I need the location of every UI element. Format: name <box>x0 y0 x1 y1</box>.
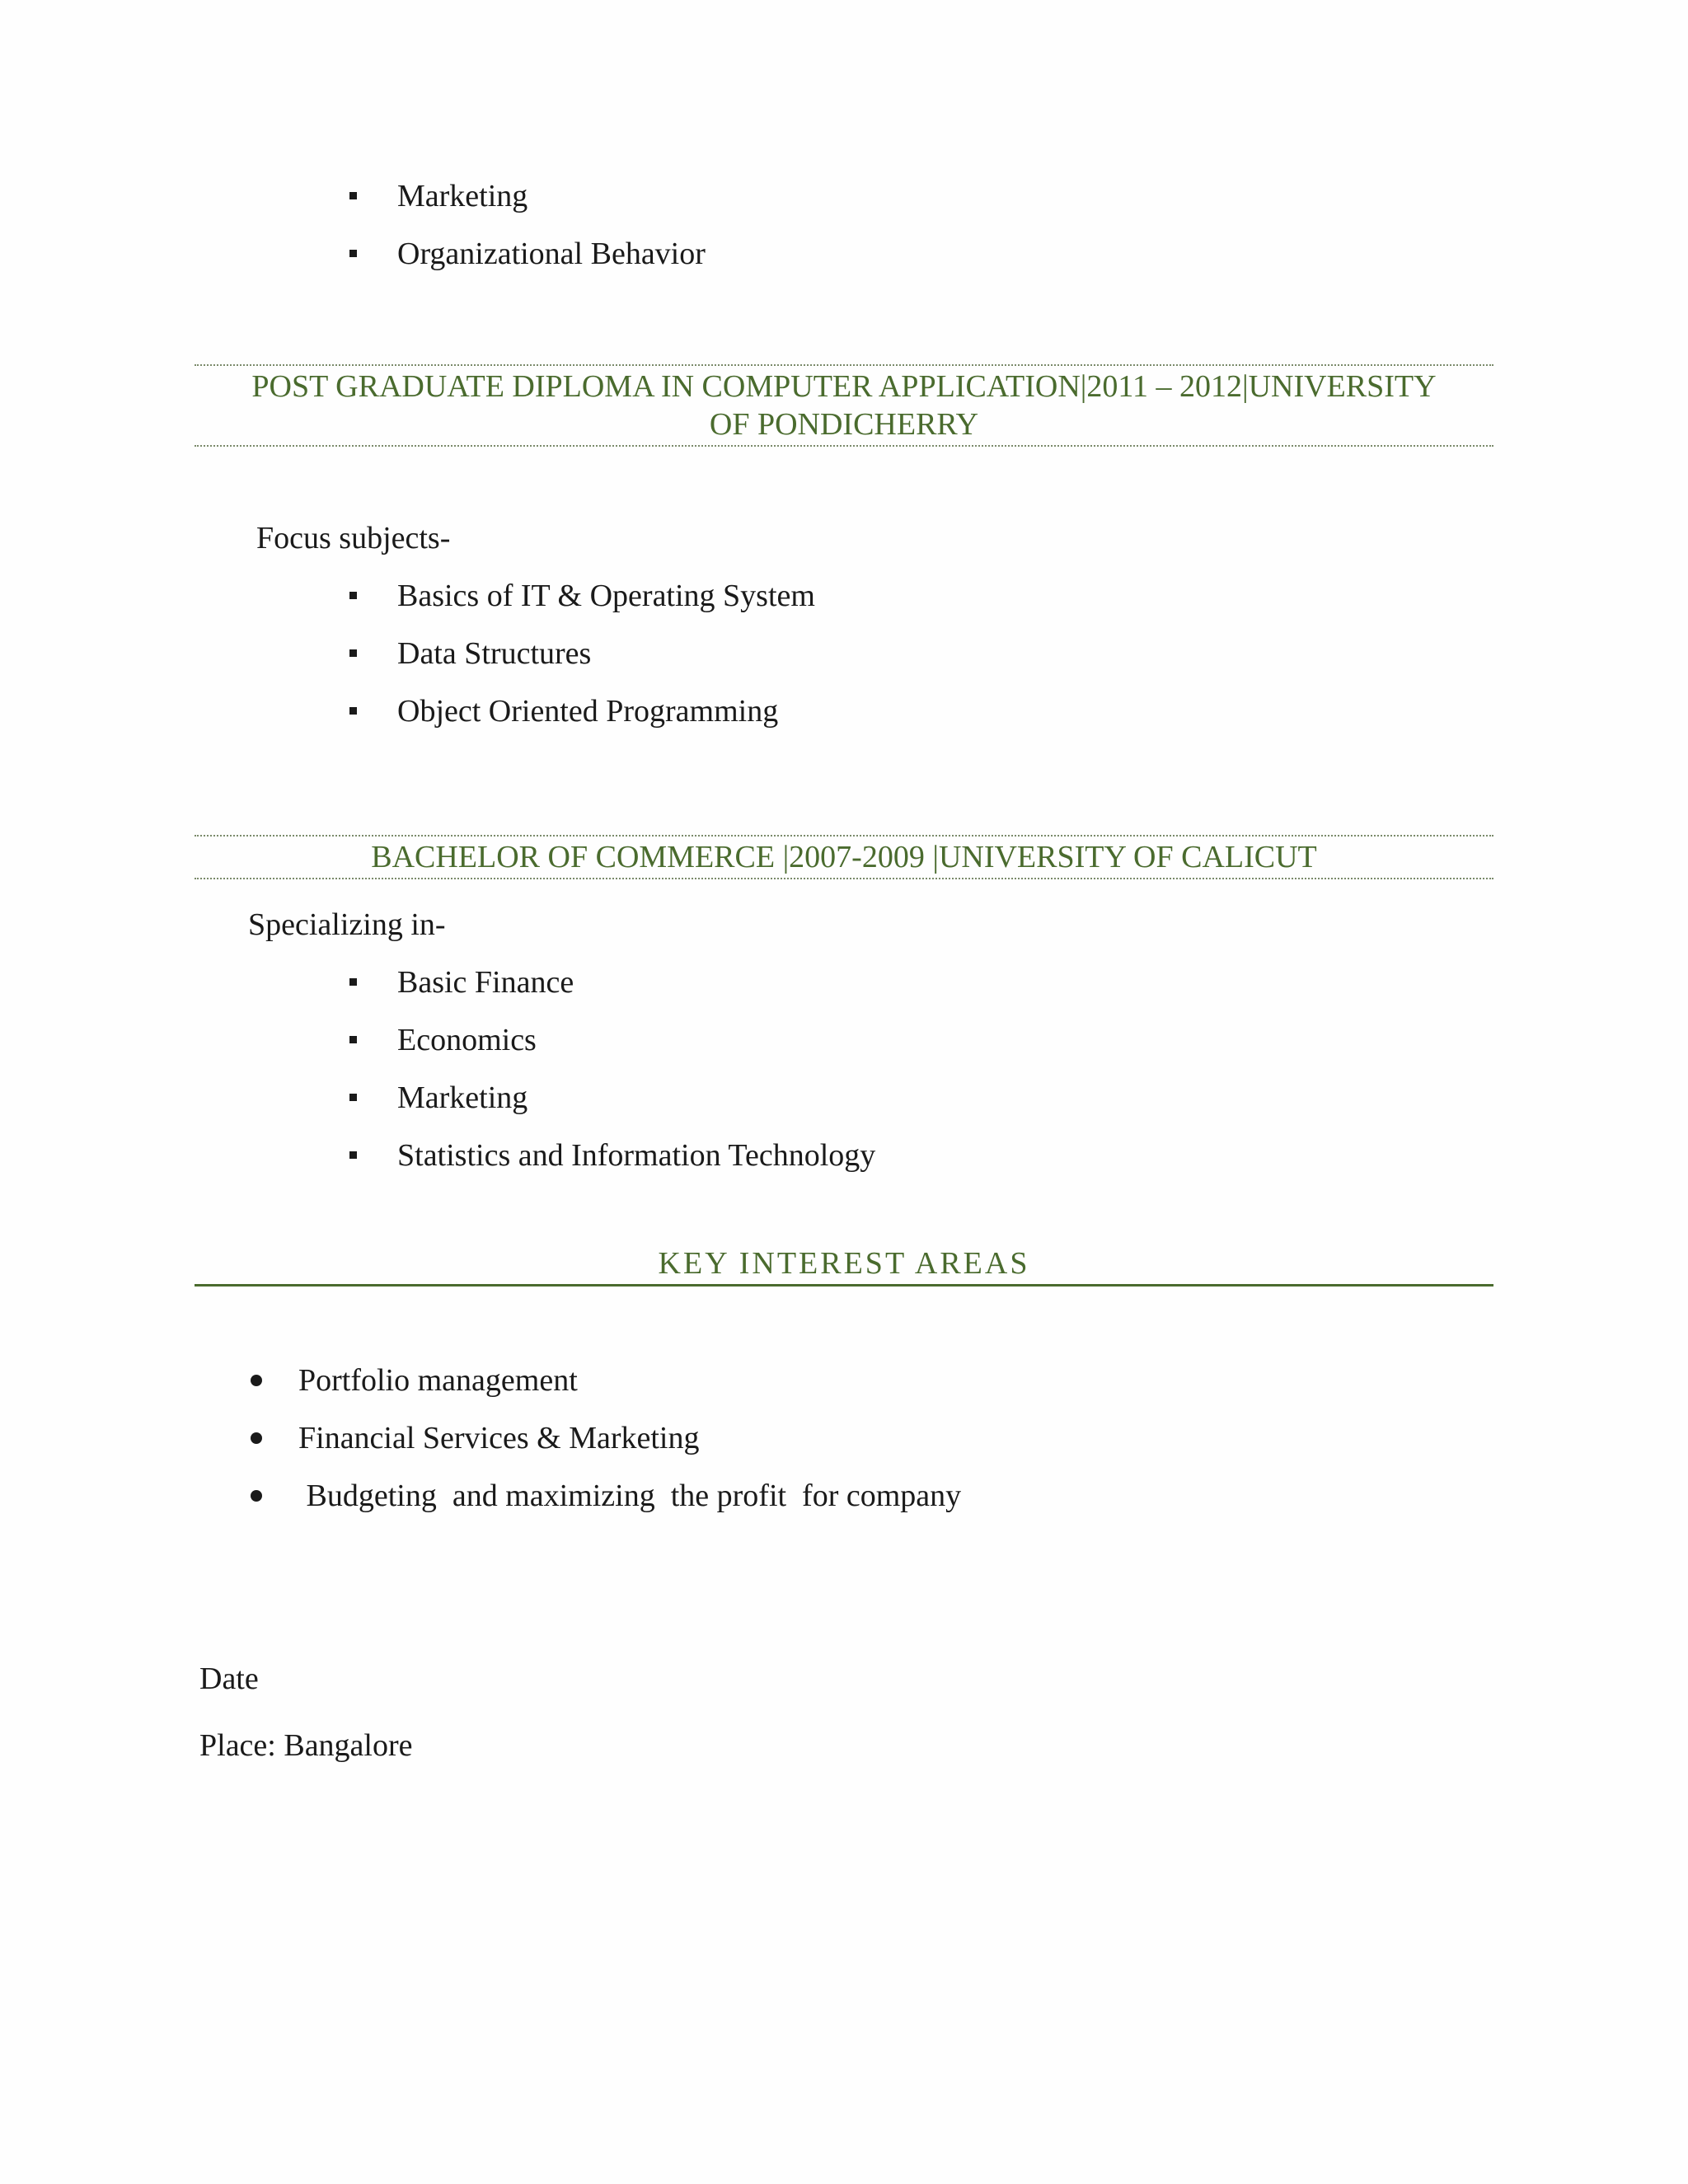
pgdca-heading <box>195 364 1493 447</box>
bcom-intro: Specializing in- <box>248 907 446 942</box>
list-item: Budgeting and maximizing the profit for company <box>251 1467 961 1525</box>
bcom-heading: BACHELOR OF COMMERCE |2007-2009 |UNIVERSITY OF CALICUT <box>195 835 1493 879</box>
square-bullet-icon <box>349 649 357 657</box>
square-bullet-icon <box>349 1094 357 1101</box>
square-bullet-icon <box>349 707 357 715</box>
list-item: Basics of IT & Operating System <box>349 567 815 625</box>
interests-list <box>251 1352 961 1525</box>
square-bullet-icon <box>349 592 357 599</box>
place-label: Place: Bangalore <box>199 1728 413 1763</box>
date-label: Date <box>199 1661 259 1696</box>
square-bullet-icon <box>349 1036 357 1043</box>
pgdca-heading-line2: OF PONDICHERRY <box>709 407 979 442</box>
list-item: Data Structures <box>349 625 815 682</box>
list-item: Basic Finance <box>349 954 875 1011</box>
list-item: Marketing <box>349 167 706 225</box>
pgdca-intro: Focus subjects- <box>256 521 451 555</box>
square-bullet-icon <box>349 250 357 257</box>
round-bullet-icon <box>251 1432 262 1444</box>
list-item: Portfolio management <box>251 1352 961 1409</box>
pgdca-heading-line1: POST GRADUATE DIPLOMA IN COMPUTER APPLICATION|2011 – 2012|UNIVERSITY <box>251 369 1437 404</box>
square-bullet-icon <box>349 1151 357 1159</box>
interests-heading: KEY INTEREST AREAS <box>195 1243 1493 1286</box>
pgdca-subjects-list <box>349 567 815 740</box>
list-item: Object Oriented Programming <box>349 682 815 740</box>
list-item: Statistics and Information Technology <box>349 1127 875 1184</box>
list-item: Economics <box>349 1011 875 1069</box>
list-item: Organizational Behavior <box>349 225 706 283</box>
square-bullet-icon <box>349 978 357 986</box>
prior-subjects-list <box>349 167 706 283</box>
bcom-subjects-list <box>349 954 875 1184</box>
list-item: Marketing <box>349 1069 875 1127</box>
round-bullet-icon <box>251 1490 262 1502</box>
list-item: Financial Services & Marketing <box>251 1409 961 1467</box>
round-bullet-icon <box>251 1375 262 1386</box>
square-bullet-icon <box>349 192 357 199</box>
